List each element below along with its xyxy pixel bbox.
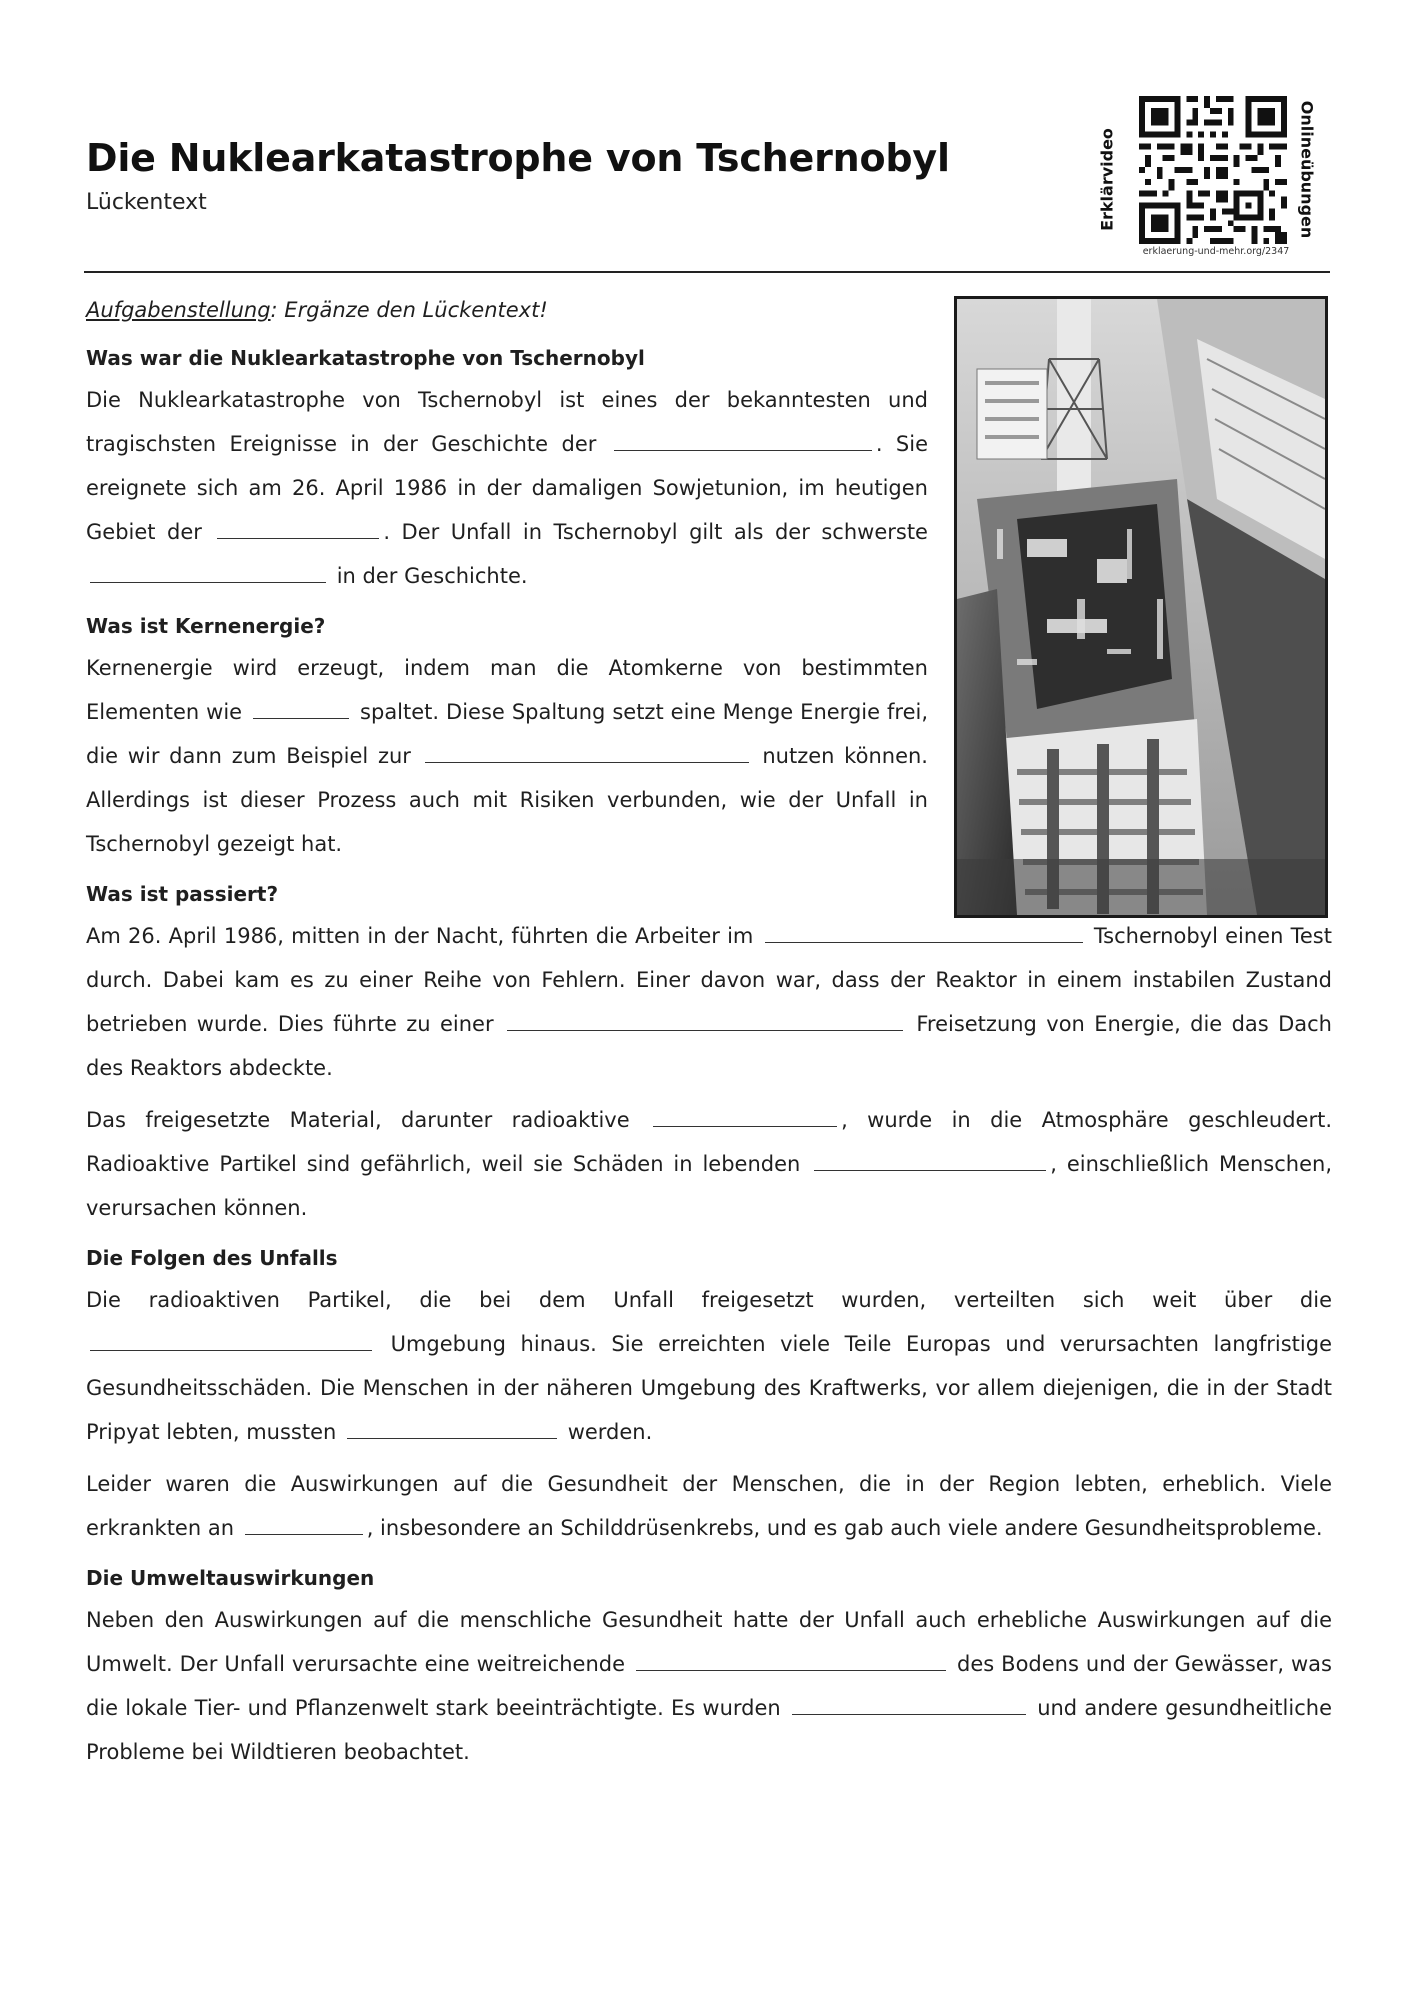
text-segment: Das freigesetzte Material, darunter radioaktive [86, 1108, 630, 1132]
worksheet-content [86, 288, 1332, 1774]
text-segment: und andere gesundheitliche Probleme bei Wildtieren beobachtet. [86, 1696, 1332, 1764]
paragraph-environment [86, 1598, 1332, 1774]
text-segment: , insbesondere an Schilddrüsenkrebs, und es gab auch viele andere Gesundheitsprobleme. [366, 1516, 1323, 1540]
text-segment: in der Geschichte. [336, 564, 528, 588]
section-what-was [86, 338, 928, 598]
heading-nuclear-energy: Was ist Kernenergie? [86, 614, 326, 638]
paragraph-what-happened-2 [86, 1098, 1332, 1230]
heading-environment: Die Umweltauswirkungen [86, 1566, 375, 1590]
blank-6[interactable] [765, 920, 1083, 943]
blank-11[interactable] [347, 1416, 557, 1439]
heading-what-was: Was war die Nuklearkatastrophe von Tschernobyl [86, 346, 645, 370]
section-environment [86, 1558, 1332, 1774]
text-segment: nutzen können. Allerdings ist dieser Prozess auch mit Risiken verbunden, wie der Unfall in Tschernobyl gezeigt hat. [86, 744, 928, 856]
section-consequences [86, 1238, 1332, 1550]
heading-what-happened: Was ist passiert? [86, 882, 279, 906]
paragraph-what-was [86, 378, 928, 598]
text-segment: . Der Unfall in Tschernobyl gilt als der schwerste [383, 520, 928, 544]
blank-13[interactable] [636, 1648, 946, 1671]
blank-5[interactable] [425, 740, 749, 763]
task-instruction [86, 288, 928, 332]
text-segment: spaltet. Diese Spaltung setzt eine Menge Energie frei, die wir dann zum Beispiel zur [86, 700, 928, 768]
task-text: : Ergänze den Lückentext! [270, 298, 548, 322]
qr-code-icon[interactable] [1136, 96, 1290, 244]
paragraph-what-happened-1 [86, 914, 1332, 1090]
blank-9[interactable] [814, 1148, 1046, 1171]
onlineuebungen-label: Onlineübungen [1297, 100, 1317, 239]
header-divider [84, 271, 1330, 273]
blank-4[interactable] [253, 696, 349, 719]
blank-3[interactable] [90, 560, 326, 583]
text-segment: Am 26. April 1986, mitten in der Nacht, führten die Arbeiter im [86, 924, 754, 948]
blank-14[interactable] [792, 1692, 1026, 1715]
blank-8[interactable] [653, 1104, 837, 1127]
blank-1[interactable] [614, 428, 872, 451]
text-segment: Tschernobyl einen Test durch. Dabei kam es zu einer Reihe von Fehlern. Einer davon war, dass der Reaktor in einem instabilen Zustand betrieben wurde. Dies führte zu einer [86, 924, 1332, 1036]
blank-12[interactable] [245, 1512, 363, 1535]
task-label: Aufgabenstellung [86, 298, 271, 322]
text-segment: des Bodens und der Gewässer, was die lokale Tier- und Pflanzenwelt stark beeinträchtigte. Es wurden [86, 1652, 1332, 1720]
paragraph-nuclear-energy [86, 646, 928, 866]
blank-2[interactable] [217, 516, 379, 539]
text-segment: , einschließlich Menschen, verursachen können. [86, 1152, 1333, 1220]
qr-url: erklaerung-und-mehr.org/2347 [1142, 246, 1290, 257]
page-subtitle: Lückentext [86, 190, 207, 215]
blank-7[interactable] [507, 1008, 903, 1031]
text-segment: Kernenergie wird erzeugt, indem man die Atomkerne von bestimmten Elementen wie [86, 656, 928, 724]
text-segment: Freisetzung von Energie, die das Dach des Reaktors abdeckte. [86, 1012, 1332, 1080]
heading-consequences: Die Folgen des Unfalls [86, 1246, 338, 1270]
text-segment: Umgebung hinaus. Sie erreichten viele Teile Europas und verursachten langfristige Gesundheitsschäden. Die Menschen in der näheren Umgebung des Kraftwerks, vor allem diejenigen, die in der Stadt Pripyat lebten, mussten [86, 1332, 1332, 1444]
text-segment: Die Nuklearkatastrophe von Tschernobyl ist eines der bekanntesten und tragischsten Ereignisse in der Geschichte der [86, 388, 928, 456]
text-segment: Neben den Auswirkungen auf die menschliche Gesundheit hatte der Unfall auch erhebliche Auswirkungen auf die Umwelt. Der Unfall verursachte eine weitreichende [86, 1608, 1332, 1676]
erklaervideo-label: Erklärvideo [1097, 128, 1117, 231]
paragraph-consequences-1 [86, 1278, 1332, 1454]
section-nuclear-energy [86, 606, 928, 866]
page-title: Die Nuklearkatastrophe von Tschernobyl [86, 136, 950, 180]
text-segment: , wurde in die Atmosphäre geschleudert. Radioaktive Partikel sind gefährlich, weil sie Schäden in lebenden [86, 1108, 1333, 1176]
text-segment: Die radioaktiven Partikel, die bei dem Unfall freigesetzt wurden, verteilten sich weit über die [86, 1288, 1332, 1312]
text-segment: Leider waren die Auswirkungen auf die Gesundheit der Menschen, die in der Region lebten, erheblich. Viele erkrankten an [86, 1472, 1332, 1540]
section-what-happened [86, 874, 1332, 1230]
paragraph-consequences-2 [86, 1462, 1332, 1550]
blank-10[interactable] [90, 1328, 372, 1351]
text-segment: werden. [567, 1420, 653, 1444]
text-segment: . Sie ereignete sich am 26. April 1986 in der damaligen Sowjetunion, im heutigen Gebiet der [86, 432, 928, 544]
